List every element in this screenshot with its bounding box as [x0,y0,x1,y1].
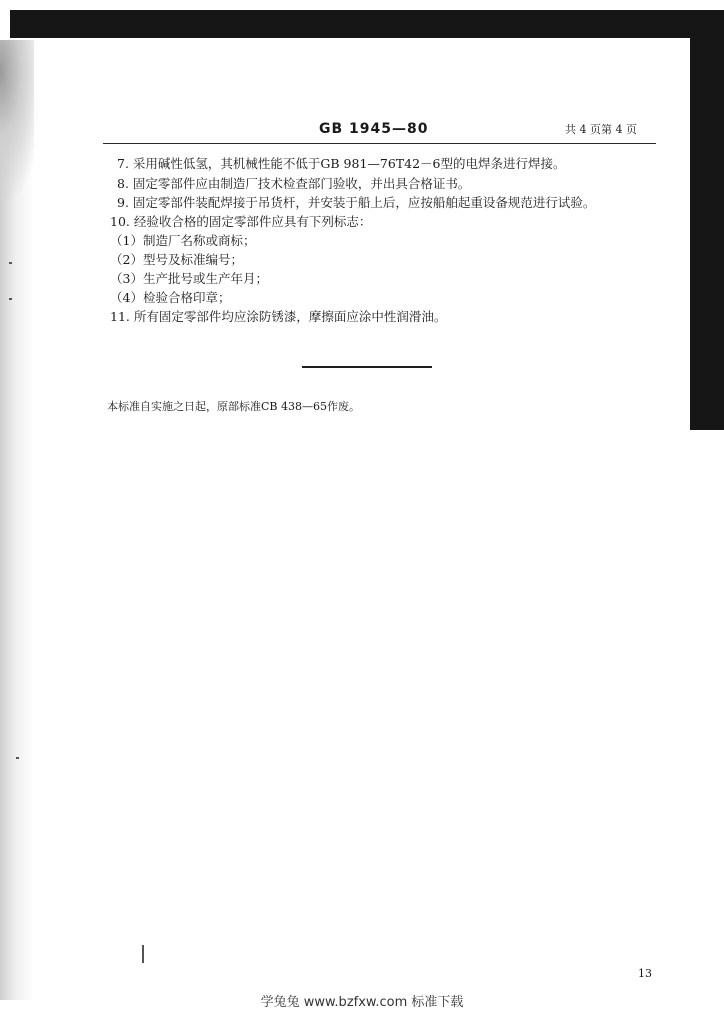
scan-border-top [10,10,724,38]
watermark: 学兔兔 www.bzfxw.com 标准下载 [260,995,464,1010]
clause-9: 9. 固定零部件装配焊接于吊货杆，并安装于船上后，应按船舶起重设备规范进行试验。 [117,195,596,210]
clause-11: 11. 所有固定零部件均应涂防锈漆，摩擦面应涂中性润滑油。 [110,309,447,324]
marking-item-4: （4）检验合格印章； [110,290,231,305]
clause-10: 10. 经验收合格的固定零部件应具有下列标志： [110,214,372,229]
marking-item-1: （1）制造厂名称或商标； [110,233,256,248]
scan-speck [9,298,12,300]
page-number: 13 [638,967,652,980]
clause-8: 8. 固定零部件应由制造厂技术检查部门验收，并出具合格证书。 [117,176,471,191]
page-count: 共 4 页第 4 页 [565,123,637,136]
end-rule [302,366,432,368]
standard-code: GB 1945—80 [319,121,429,137]
scan-speck [9,262,12,264]
scan-speck [16,757,19,759]
scan-border-right [690,10,724,430]
header-rule [103,143,656,144]
clause-7: 7. 采用碱性低氢，其机械性能不低于GB 981—76T42－6型的电焊条进行焊接。 [117,156,566,171]
scan-speck [142,945,144,963]
marking-item-3: （3）生产批号或生产年月； [110,271,268,286]
marking-item-2: （2）型号及标准编号； [110,252,243,267]
footer-note: 本标准自实施之日起，原部标准CB 438—65作废。 [107,400,360,413]
